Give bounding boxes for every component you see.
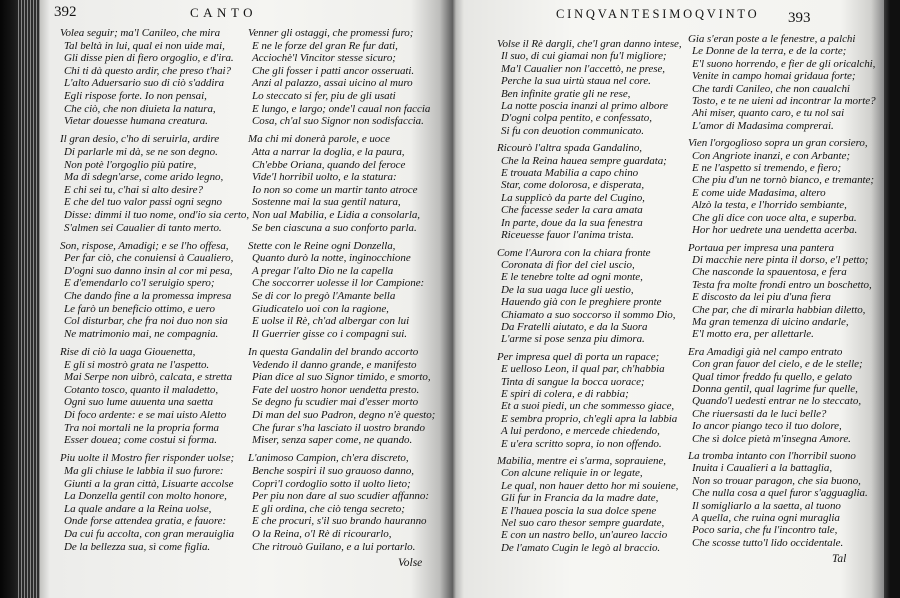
verse-line: Con alcune reliquie in or legate, <box>501 467 643 480</box>
verse-line: A pregar l'alto Dio ne la capella <box>252 264 394 277</box>
verse-line: Ma gran temenza di uicino andarle, <box>692 315 849 328</box>
stanza <box>60 27 246 128</box>
verse-line: Volea seguir; ma'l Canileo, che mira <box>60 27 221 39</box>
verse-line: Il suo, di cui giamai non fu'l migliore; <box>501 50 667 63</box>
verse-line: Se di cor lo pregò l'Amante bella <box>252 290 396 303</box>
verse-line: E trouata Mabilia a capo chino <box>501 167 639 180</box>
verse-line: Pian dice al suo Signor timido, e smorto, <box>252 371 431 384</box>
stanza <box>248 346 448 447</box>
verse-line: Esser douea; come costui si forma. <box>64 434 217 447</box>
verse-line: Tinta di sangue la bocca uorace; <box>501 375 645 388</box>
verse-line: Il somigliarlo a la saetta, al tuono <box>692 499 841 512</box>
verse-line: E gli ordina, che ciò tenga secreto; <box>252 502 405 515</box>
stanza <box>497 142 685 241</box>
verse-line: E ne l'aspetto si tremendo, e fiero; <box>692 162 842 175</box>
verse-line: Ch'ebbe Oriana, quando del feroce <box>252 158 406 171</box>
verse-line: Stette con le Reine ogni Donzella, <box>248 239 396 252</box>
verse-line: In questa Gandalin del brando accorto <box>248 346 419 359</box>
verse-line: Gli disse pien di fiero orgoglio, e d'ira. <box>64 52 234 65</box>
verse-line: Di macchie nere pinta il dorso, e'l petto; <box>692 253 869 266</box>
verse-line: Che gli fosser i patti ancor osseruati. <box>252 64 415 77</box>
verse-line: Coronata di fior del ciel uscio, <box>501 258 635 271</box>
verse-line: E uelloso Leon, il qual par, ch'habbia <box>501 363 665 376</box>
verse-line: Giudicatelo uoi con la ragione, <box>252 302 389 315</box>
verse-line: D'ogni suo danno insin al cor mi pesa, <box>64 264 233 277</box>
verse-line: A quella, che ruina ogni muraglia <box>692 512 840 525</box>
stanza <box>688 242 882 341</box>
verse-line: Ma'l Caualier non l'accettò, ne prese, <box>501 62 666 75</box>
verse-line: E'l motto era, per allettarle. <box>692 328 814 341</box>
verse-line: Che scosse tutto'l lido occidentale. <box>692 536 844 549</box>
verse-line: Che la Reina hauea sempre guardata; <box>501 154 667 167</box>
verse-line: Ma di sdegn'arse, come arido legno, <box>64 171 224 184</box>
right-page-column-1 <box>497 38 685 559</box>
right-page-column-2 <box>688 33 882 554</box>
stanza <box>497 455 685 554</box>
verse-line: Perche la sua uirtù staua nel core. <box>501 75 651 88</box>
verse-line: E uolse il Rè, ch'ad albergar con lui <box>252 315 410 328</box>
verse-line: Piu uolte il Mostro fier risponder uolse; <box>60 452 235 465</box>
verse-line: Mai Serpe non uibrò, calcata, e stretta <box>64 371 233 384</box>
verse-line: L'animoso Campion, ch'era discreto, <box>248 452 409 465</box>
verse-line: E che procuri, s'il suo brando hauranno <box>252 515 427 528</box>
verse-line: Che facesse seder la cara amata <box>501 204 643 217</box>
verse-line: Giunti a la gran città, Lisuarte accolse <box>64 477 234 490</box>
verse-line: Le qual, non hauer detto hor mi souiene, <box>501 479 679 492</box>
stanza <box>497 351 685 450</box>
verse-line: De l'amato Cugin le legò al braccio. <box>501 541 661 554</box>
verse-line: Sostenne mai la sua gentil natura, <box>252 196 401 209</box>
verse-line: Rise di ciò la uaga Giouenetta, <box>60 346 196 359</box>
verse-line: L'amor di Madasima comprerai. <box>692 119 834 132</box>
verse-line: Che sì dolce pietà m'insegna Amore. <box>692 432 851 445</box>
stanza <box>248 452 448 553</box>
verse-line: Da Fratelli aiutato, e da la Suora <box>501 320 648 333</box>
verse-line: E'l suono horrendo, e fier de gli oricalchi, <box>692 57 876 70</box>
verse-line: E spiri di colera, e di rabbia; <box>501 387 629 400</box>
verse-line: Vietar douesse humana creatura. <box>64 115 208 128</box>
verse-line: Se degno fu scudier mai d'esser morto <box>252 396 419 409</box>
verse-line: Anzi al palazzo, assai uicino al muro <box>252 77 413 90</box>
verse-line: D'ogni colpa pentito, e confessato, <box>501 112 652 125</box>
verse-line: Che ritrouò Guilano, e a lui portarlo. <box>252 540 416 553</box>
verse-line: Che ciò, che non diuieta la natura, <box>64 102 216 115</box>
verse-line: Che nulla cosa a quel furor s'agguaglia. <box>692 487 868 500</box>
verse-line: Venner gli ostaggi, che promessi furo; <box>248 27 414 39</box>
verse-line: Inuita i Caualieri a la battaglia, <box>692 462 833 475</box>
verse-line: Non potè l'orgoglio più patire, <box>64 158 197 171</box>
verse-line: Atta a narrar la doglia, e la paura, <box>252 145 405 158</box>
verse-line: Venite in campo homai gridaua forte; <box>692 70 856 83</box>
verse-line: Riceuesse fauor l'anima trista. <box>501 229 634 242</box>
verse-line: L'alto Aduersario suo di ciò s'addira <box>64 77 225 90</box>
verse-line: Tosto, e te ne uieni ad incontrar la morte? <box>692 95 876 108</box>
verse-line: Benche sospiri il suo grauoso danno, <box>252 464 414 477</box>
verse-line: Di parlarle mi dà, se ne son degno. <box>64 145 218 158</box>
verse-line: Gli fur in Francia da la madre date, <box>501 492 659 505</box>
verse-line: Ma gli chiuse le labbia il suo furore: <box>64 464 224 477</box>
verse-line: Qual timor freddo fu quello, e gelato <box>692 370 852 383</box>
verse-line: Nel suo caro thesor sempre guardate, <box>501 517 665 530</box>
right-catchword: Tal <box>832 553 847 565</box>
verse-line: Le farò un beneficio ottimo, e uero <box>64 302 215 315</box>
verse-line: Hauendo già con le preghiere pronte <box>501 296 662 309</box>
verse-line: De la bellezza sua, sì come figlia. <box>64 540 211 553</box>
verse-line: Si fu con deuotion communicato. <box>501 124 644 137</box>
left-page-column-1 <box>60 27 250 559</box>
stanza <box>248 240 448 341</box>
stanza <box>248 133 448 234</box>
verse-line: Cosa, ch'al suo Signor non sodisfaccia. <box>252 115 424 128</box>
verse-line: Ahi miser, quanto caro, e tu nol sai <box>692 107 845 120</box>
verse-line: Tra noi mortali ne la propria forma <box>64 421 219 434</box>
stanza <box>688 33 882 132</box>
verse-line: A lui perdono, e mercede chiedendo, <box>501 425 660 438</box>
verse-line: De la sua uaga luce gli uestio, <box>501 283 634 296</box>
verse-line: Testa fra molte frondi entro un boschetto, <box>692 278 872 291</box>
verse-line: E le tenebre tolte ad ogni monte, <box>501 271 643 284</box>
verse-line: La notte poscia inanzi al primo albore <box>501 100 668 113</box>
stanza <box>60 346 246 447</box>
verse-line: S'almen sei Caualier di tanto merto. <box>64 221 222 234</box>
verse-line: Tal beltà in lui, qual ei non uide mai, <box>64 39 225 52</box>
verse-line: E sembra proprio, ch'egli apra la labbia <box>501 412 678 425</box>
verse-line: Quando'l uedesti entrar ne lo steccato, <box>692 395 862 408</box>
verse-line: Io non so come un martir tanto atroce <box>252 183 418 196</box>
verse-line: Con gran fauor del cielo, e de le stelle; <box>692 358 863 371</box>
verse-line: Ma chi mi donerà parole, e uoce <box>248 133 390 146</box>
verse-line: Cotanto tosco, quanto il maladetto, <box>64 383 219 396</box>
verse-line: E che del tuo valor passi ogni segno <box>64 196 222 209</box>
left-page-column-2 <box>248 27 448 559</box>
verse-line: Per piu non dare al suo scudier affanno: <box>252 490 429 503</box>
verse-line: La tromba intanto con l'horribil suono <box>688 450 856 462</box>
verse-line: Da cui fu accolta, con gran merauiglia <box>64 527 235 540</box>
verse-line: In parte, doue da la sua fenestra <box>501 216 643 229</box>
verse-line: E lungo, e largo; onde'l caual non faccia <box>252 102 431 115</box>
verse-line: E d'emendarlo co'l seruigio spero; <box>64 277 215 290</box>
verse-line: Miser, senza saper come, ne quando. <box>252 434 413 447</box>
left-catchword: Volse <box>398 557 423 569</box>
verse-line: La quale andare a la Reina uolse, <box>64 502 212 515</box>
verse-line: Ben infinite gratie gli ne rese, <box>501 87 631 100</box>
page-stack-edges <box>18 0 40 598</box>
verse-line: Che par, che di mirarla habbian diletto, <box>692 303 866 316</box>
verse-line: Per impresa quel dì porta un rapace; <box>497 350 660 363</box>
verse-line: Gia s'eran poste a le fenestre, a palchi <box>688 33 856 45</box>
verse-line: Star, come dolorosa, e disperata, <box>501 179 645 192</box>
verse-line: Non ual Mabilia, e Lidia a consolarla, <box>252 208 420 221</box>
verse-line: Vien l'orgoglioso sopra un gran corsiero, <box>688 137 868 150</box>
verse-line: La supplicò da parte del Cugino, <box>501 191 645 204</box>
verse-line: L'arme si pose senza piu dimora. <box>501 333 645 346</box>
verse-line: Vide'l horribil uolto, e la statura: <box>252 171 397 184</box>
verse-line: E l'hauea poscia la sua dolce spene <box>501 504 657 517</box>
verse-line: Che riuersasti da le luci belle? <box>692 407 827 420</box>
verse-line: Volse il Rè dargli, che'l gran danno intese, <box>497 38 682 50</box>
verse-line: Egli rispose forte. Io non pensai, <box>64 89 207 102</box>
verse-line: Quanto durò la notte, inginocchione <box>252 252 411 265</box>
right-running-head: CINQVANTESIMOQVINTO <box>556 7 760 21</box>
verse-line: Il gran desio, c'ho di seruirla, ardire <box>60 133 220 146</box>
verse-line: Se ben ciascuna a suo conforto parla. <box>252 221 417 234</box>
verse-line: Son, rispose, Amadigi; e se l'ho offesa, <box>60 239 229 252</box>
verse-line: Che piu d'un ne tornò bianco, e tremante; <box>692 174 874 187</box>
verse-line: Alzò la testa, e l'horrido sembiante, <box>692 199 847 212</box>
left-running-head: CANTO <box>190 5 258 20</box>
verse-line: Era Amadigi già nel campo entrato <box>688 345 843 358</box>
verse-line: Come l'Aurora con la chiara fronte <box>497 246 651 259</box>
stanza <box>497 38 685 137</box>
stanza <box>688 450 882 549</box>
verse-line: E come uide Madasima, altero <box>692 186 826 199</box>
verse-line: Chiamato a suo soccorso il sommo Dio, <box>501 308 676 321</box>
verse-line: Lo steccato si fer, piu de gli usati <box>252 89 396 102</box>
right-page-number: 393 <box>788 10 811 26</box>
verse-line: Acciochè'l Vincitor stesse sicuro; <box>252 52 396 65</box>
verse-line: E gli si mostrò grata ne l'aspetto. <box>64 358 210 371</box>
verse-line: Di foco ardente: e se mai uisto Aletto <box>64 409 227 421</box>
verse-line: Che nasconde la spauentosa, e fera <box>692 266 847 279</box>
stanza <box>60 452 246 553</box>
verse-line: Mabilia, mentre ei s'arma, soprauiene, <box>497 455 666 467</box>
verse-line: Coprì'l cordoglio sotto il uolto lieto; <box>252 477 411 490</box>
stanza <box>688 346 882 445</box>
verse-line: Onde forse attendea gratia, e fauore: <box>64 515 227 528</box>
verse-line: Le Donne de la terra, e de la corte; <box>692 45 847 58</box>
verse-line: Che dando fine a la promessa impresa <box>64 290 232 303</box>
verse-line: Che gli dice con uoce alta, e superba. <box>692 211 857 224</box>
stanza <box>60 240 246 341</box>
verse-line: Che soccorrer uolesse il lor Campione: <box>252 277 425 290</box>
verse-line: Di man del suo Padron, degno n'è questo; <box>252 409 436 421</box>
verse-line: Ogni suo lume auuenta una saetta <box>64 396 214 409</box>
verse-line: Per far ciò, che conuiensi à Caualiero, <box>64 252 234 265</box>
verse-line: Con Angriote inanzi, e con Arbante; <box>692 149 850 162</box>
verse-line: E chi sei tu, c'hai si alto desire? <box>64 183 203 196</box>
verse-line: Ne matrimonio mai, ne compagnia. <box>64 327 219 340</box>
stanza <box>688 137 882 236</box>
verse-line: Poco saria, che fu l'incontro tale, <box>692 524 838 537</box>
verse-line: Vedendo il danno grande, e manifesto <box>252 358 417 371</box>
verse-line: E discosto da lei piu d'una fiera <box>692 291 831 304</box>
left-page-number: 392 <box>54 4 77 20</box>
right-book-edge <box>884 0 900 598</box>
verse-line: E con un nastro bello, un'aureo laccio <box>501 529 668 542</box>
verse-line: Disse: dimmi il tuo nome, ond'io sia certo, <box>64 208 250 221</box>
verse-line: Il Guerrier gisse co i compagni sui. <box>252 327 407 340</box>
verse-line: Non so trouar paragon, che sia buono, <box>692 474 861 487</box>
stanza <box>497 247 685 346</box>
verse-line: Chi ti dà questo ardir, che preso t'hai? <box>64 64 231 77</box>
verse-line: Ricourò l'altra spada Gandalino, <box>497 142 642 155</box>
verse-line: Et a suoi piedi, un che sommesso giace, <box>501 400 675 413</box>
verse-line: O la Reina, o'l Rè di ricourarlo, <box>252 527 392 540</box>
verse-line: Che tardi Canileo, che non caualchi <box>692 82 850 95</box>
verse-line: Fate del uostro honor uendetta presto. <box>252 383 420 396</box>
verse-line: Che furar s'ha lasciato il uostro brando <box>252 421 425 434</box>
verse-line: Portaua per impresa una pantera <box>688 241 834 254</box>
stanza <box>248 27 448 128</box>
verse-line: E ne le forze del gran Re fur dati, <box>252 39 398 52</box>
verse-line: La Donzella gentil con molto honore, <box>64 490 227 503</box>
stanza <box>60 133 250 234</box>
verse-line: E u'era scritto sopra, io non offendo. <box>501 437 662 450</box>
verse-line: Hor hor uedrete una uendetta acerba. <box>692 224 858 237</box>
verse-line: Col disturbar, che fra noi duo non sia <box>64 315 228 328</box>
verse-line: Donna gentil, qual lagrime fur quelle, <box>692 382 858 395</box>
verse-line: Io ancor piango teco il tuo dolore, <box>692 420 842 433</box>
